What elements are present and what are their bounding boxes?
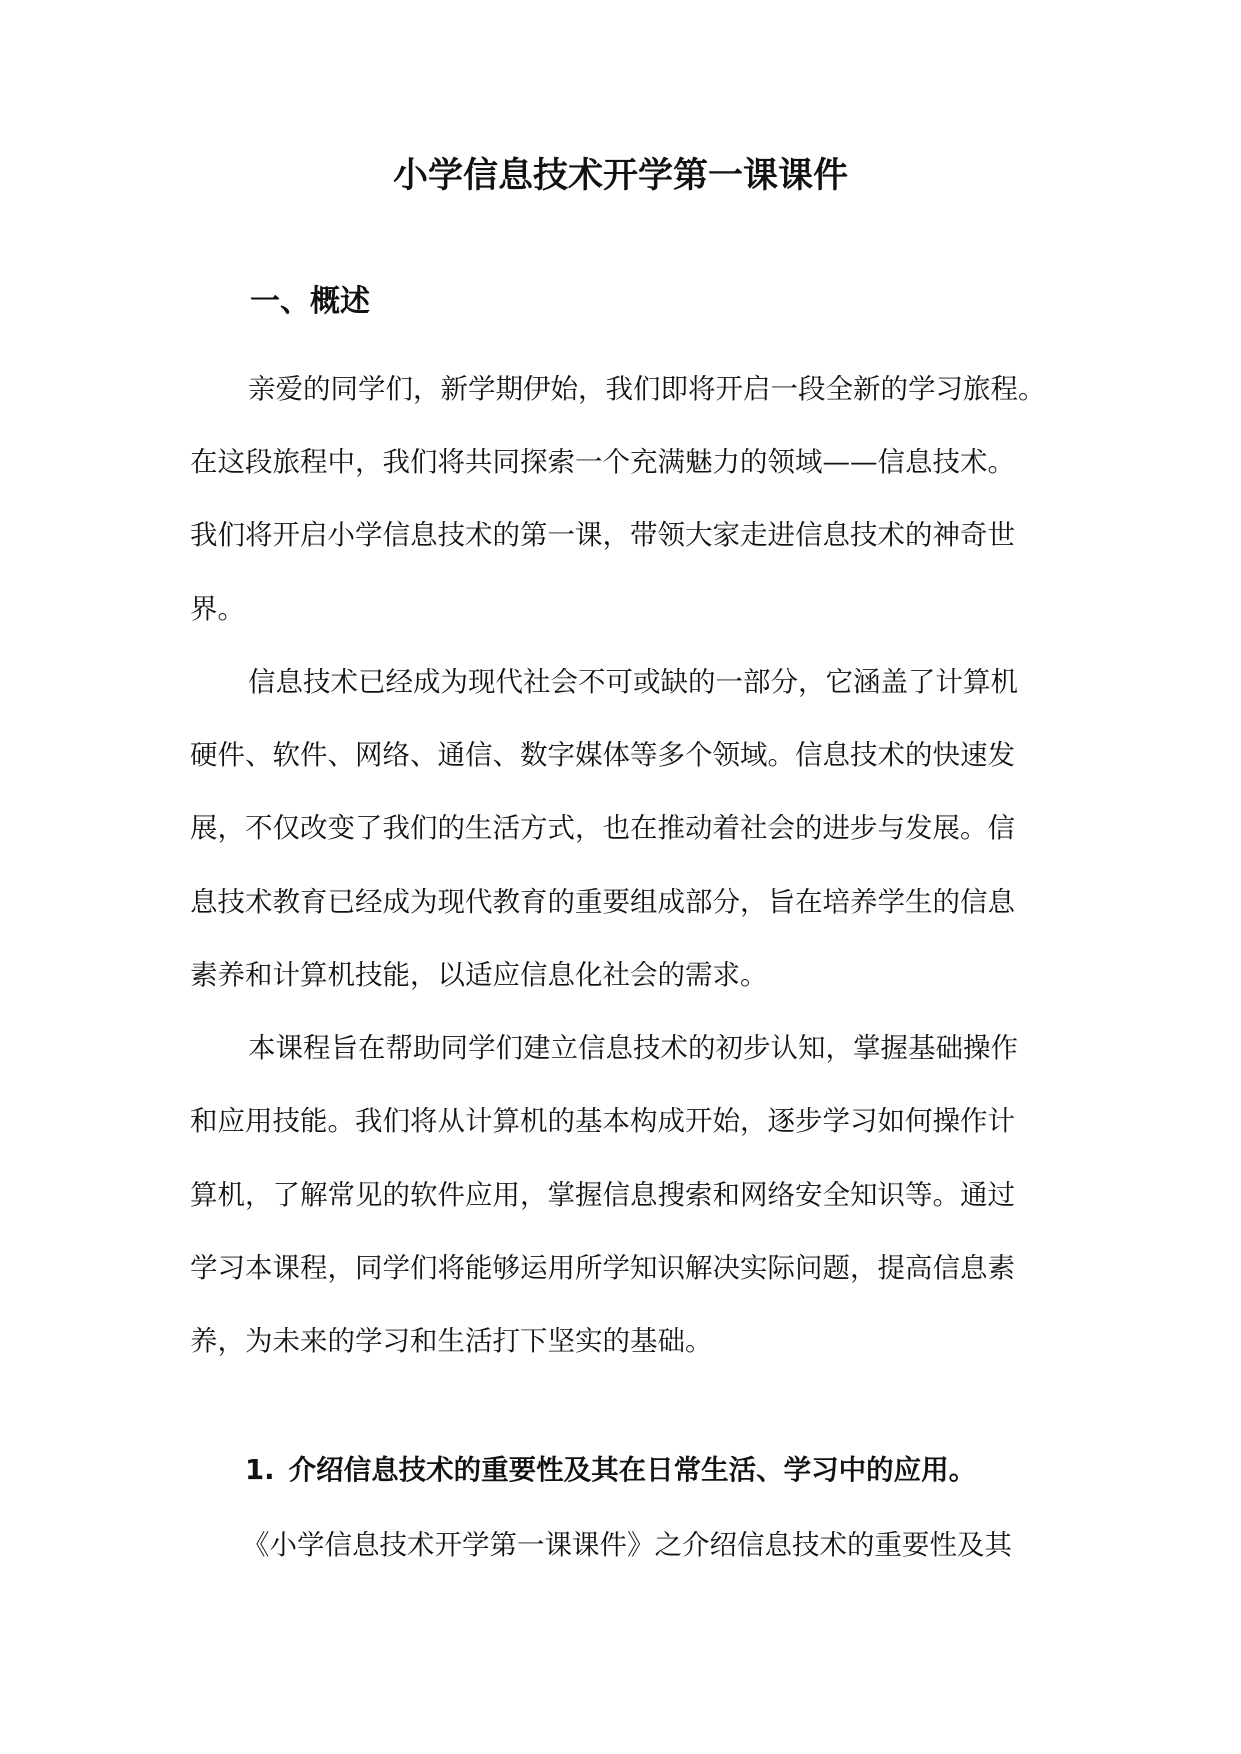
document-title: 小学信息技术开学第一课课件 bbox=[392, 156, 848, 196]
paragraph-3-line-3: 算机，了解常见的软件应用，掌握信息搜索和网络安全知识等。通过 bbox=[190, 1179, 1015, 1211]
paragraph-1-line-2: 在这段旅程中，我们将共同探索一个充满魅力的领域——信息技术。 bbox=[190, 446, 1015, 478]
paragraph-3-line-1: 本课程旨在帮助同学们建立信息技术的初步认知，掌握基础操作 bbox=[248, 1032, 1018, 1064]
paragraph-2-line-2: 硬件、软件、网络、通信、数字媒体等多个领域。信息技术的快速发 bbox=[190, 739, 1015, 771]
paragraph-3-line-2: 和应用技能。我们将从计算机的基本构成开始，逐步学习如何操作计 bbox=[190, 1105, 1015, 1137]
subheading-text: 介绍信息技术的重要性及其在日常生活、学习中的应用。 bbox=[288, 1454, 977, 1486]
paragraph-3-line-5: 养，为未来的学习和生活打下坚实的基础。 bbox=[190, 1325, 713, 1357]
paragraph-1-line-3: 我们将开启小学信息技术的第一课，带领大家走进信息技术的神奇世 bbox=[190, 519, 1015, 551]
paragraph-2-line-3: 展，不仅改变了我们的生活方式，也在推动着社会的进步与发展。信 bbox=[190, 812, 1015, 844]
paragraph-1-line-4: 界。 bbox=[190, 593, 245, 625]
subheading-1 bbox=[245, 1450, 976, 1490]
section-heading: 一、概述 bbox=[250, 284, 370, 319]
paragraph-2-line-5: 素养和计算机技能，以适应信息化社会的需求。 bbox=[190, 959, 768, 991]
paragraph-3-line-4: 学习本课程，同学们将能够运用所学知识解决实际问题，提高信息素 bbox=[190, 1252, 1015, 1284]
paragraph-2-line-4: 息技术教育已经成为现代教育的重要组成部分，旨在培养学生的信息 bbox=[190, 886, 1015, 918]
paragraph-2-line-1: 信息技术已经成为现代社会不可或缺的一部分，它涵盖了计算机 bbox=[248, 666, 1018, 698]
subheading-number: 1. bbox=[245, 1454, 275, 1486]
paragraph-4-line-1: 《小学信息技术开学第一课课件》之介绍信息技术的重要性及其 bbox=[242, 1529, 1012, 1561]
paragraph-1-line-1: 亲爱的同学们，新学期伊始，我们即将开启一段全新的学习旅程。 bbox=[248, 373, 1046, 405]
